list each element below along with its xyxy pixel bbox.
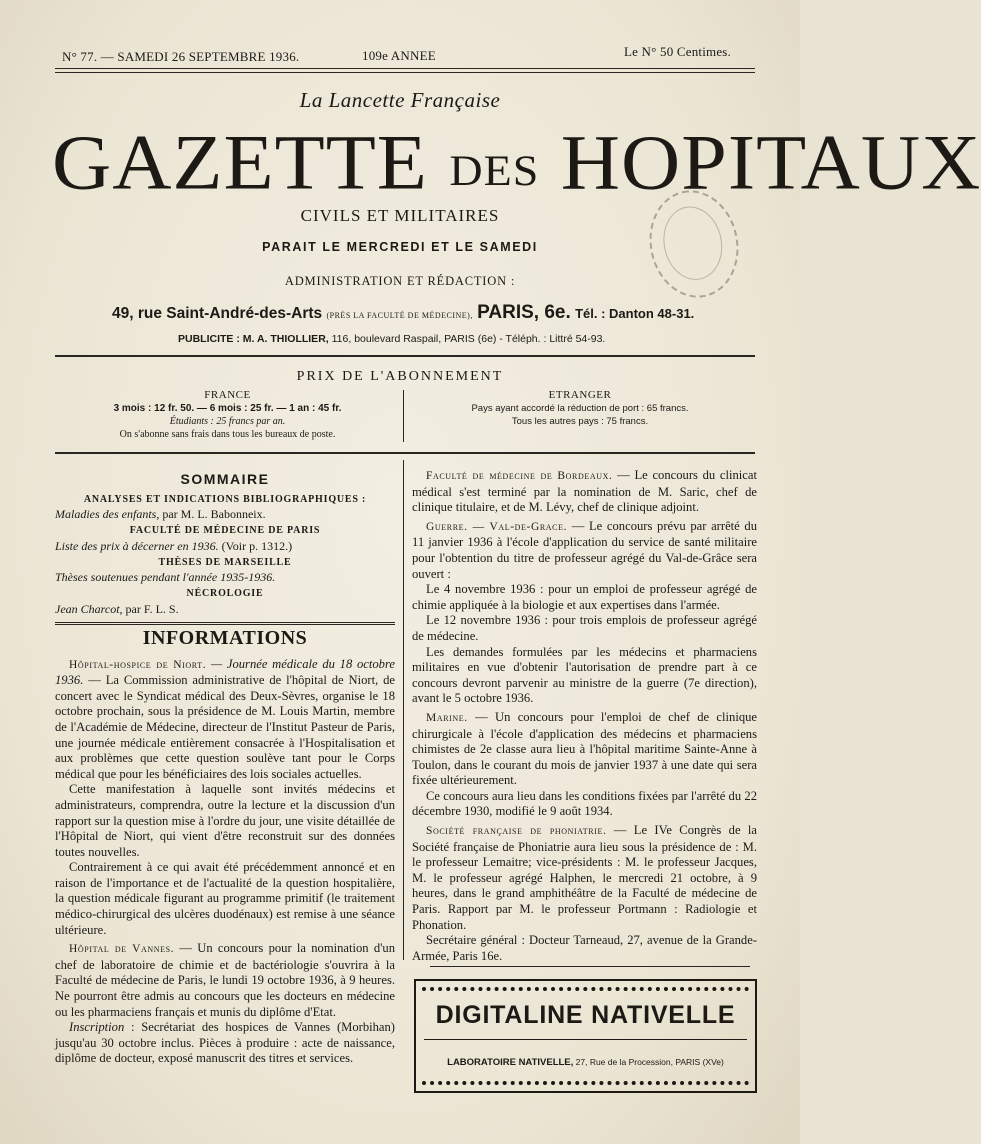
article-paragraph: Inscription : Secrétariat des hospices de Vannes (Morbihan) jusqu'au 30 octobre inclus. Pièces à produire : acte de naissance, diplôme de docteur, exposé manuscrit des titres et services. [55,1020,395,1066]
article-marine: Marine. — Un concours pour l'emploi de chef de clinique chirurgicale à l'école d'application des médecins et pharmaciens chimistes de 2e classe aura lieu à l'hôpital maritime Sainte-Anne à Toulon, dans le courant du mois de janvier 1937 à une date qui sera fixée ultérieurement. [412,709,757,788]
ad-divider [424,1039,747,1040]
article-paragraph: Les demandes formulées par les médecins et pharmaciens militaires en vue d'obtenir l'autorisation de prendre part à ce concours devront parvenir au ministre de la guerre (7e direction), avant le 5 octobre 1936. [412,644,757,706]
subscription-etranger: ETRANGER Pays ayant accordé la réduction de port : 65 francs. Tous les autres pays : 75 francs. [471,389,689,427]
article-paragraph: Le 4 novembre 1936 : pour un emploi de professeur agrégé de chimie appliquée à la biologie et aux expertises dans l'armée. [412,582,757,612]
edition-year: 109e ANNEE [362,48,436,63]
article-paragraph: Le 12 novembre 1936 : pour trois emplois de professeur agrégé de médecine. [412,613,757,643]
administration-label: ADMINISTRATION ET RÉDACTION : [284,274,516,288]
ad-footer: LABORATOIRE NATIVELLE, 27, Rue de la Procession, PARIS (XVe) [447,1057,724,1068]
sommaire-title: SOMMAIRE [180,471,270,487]
ad-separator-rule [430,966,750,967]
article-vannes: Hôpital de Vannes. — Un concours pour la nomination d'un chef de laboratoire de chimie et de bactériologie s'ouvrira à la Faculté de médecine de Paris, le lundi 19 octobre 1936, à 9 heures. Ne pourront être admis au concours que les docteurs en médecine ou les pharmaciens français et munis du diplôme d'Etat. [55,941,395,1019]
article-paragraph: Cette manifestation à laquelle sont invités médecins et administrateurs, comprendra, outre la lecture et la discussion d'un rapport sur la question mise à l'ordre du jour, une visite détaillée de l'Hôpital de Niort, qui vient d'être reconstruit sur des données toutes nouvelles. [55,782,395,859]
article-guerre: Guerre. — Val-de-Grace. — Le concours prévu par arrêté du 11 janvier 1936 à l'école d'application du service de santé militaire pour l'obtention du titre de professeur agrégé du Val-de-Grâce sera ouvert : [412,518,757,581]
right-column [412,468,757,964]
article-niort: Hôpital-hospice de Niort. — Journée médicale du 18 octobre 1936. — La Commission administrative de l'hôpital de Niort, de concert avec le Syndicat médical des Deux-Sèvres, organise le 18 octobre prochain, sous la présidence de M. Louis Martin, membre de l'Académie de Médecine, directeur de l'Institut Pasteur de Paris, une journée médicale entièrement consacrée à l'Hospitalisation et aux problèmes que cette question soulève tant pour le Corps médical que pour les bénéficiaires des lois sociales actuelles. [55,656,395,781]
lancette-subtitle: La Lancette Française [299,88,501,112]
header-rule [55,355,755,357]
sommaire-item: THÈSES DE MARSEILLE Thèses soutenues pendant l'année 1935-1936. [55,556,292,585]
subscription-france: FRANCE 3 mois : 12 fr. 50. — 6 mois : 25 fr. — 1 an : 45 fr. Étudiants : 25 francs par an. On s'abonne sans frais dans tous les bureaux de poste. [113,389,342,440]
article-paragraph: Secrétaire général : Docteur Tarneaud, 27, avenue de la Grande-Armée, Paris 16e. [412,933,757,963]
sommaire-item: NÉCROLOGIE Jean Charcot, par F. L. S. [55,588,264,616]
column-divider [403,460,404,960]
subscription-divider [403,390,404,442]
subscription-rule [55,452,755,454]
issue-number-date: N° 77. — SAMEDI 26 SEPTEMBRE 1936. [62,49,300,64]
informations-heading: INFORMATIONS [142,626,308,649]
left-column [55,472,395,1067]
editorial-address: 49, rue Saint-André-des-Arts (PRÈS LA FACULTÉ DE MÉDECINE), PARIS, 6e. Tél. : Danton 48-31. [112,302,695,323]
article-paragraph: Ce concours aura lieu dans les conditions fixées par l'arrêté du 22 décembre 1930, modifié le 9 août 1934. [412,788,757,819]
sommaire-item: ANALYSES ET INDICATIONS BIBLIOGRAPHIQUES : Maladies des enfants, par M. L. Babonneix. [55,493,367,522]
top-rule-2 [55,72,755,73]
top-rule [55,68,755,69]
advertising-contact: PUBLICITE : M. A. THIOLLIER, 116, boulevard Raspail, PARIS (6e) - Téléph. : Littré 54-93. [178,333,606,345]
article-paragraph: Contrairement à ce qui avait été précédemment annoncé et en raison de l'importance et de l'actualité de la question hospitalière, la question médicale figurant au programme primitif (le traitement médico-chirurgical des ulcères duodénaux) est remise à une séance ultérieure. [55,860,395,937]
issue-price: Le N° 50 Centimes. [624,44,732,59]
sommaire-rule [55,622,395,625]
masthead-subtitle: CIVILS ET MILITAIRES [300,206,500,225]
digitaline-advertisement [414,979,757,1093]
masthead-title: GAZETTE DES HOPITAUX [52,119,981,206]
sommaire-item: FACULTÉ DE MÉDECINE DE PARIS Liste des prix à décerner en 1936. (Voir p. 1312.) [55,525,321,553]
publication-frequency: PARAIT LE MERCREDI ET LE SAMEDI [262,240,538,254]
subscription-title: PRIX DE L'ABONNEMENT [296,369,504,384]
article-bordeaux: Faculté de médecine de Bordeaux. — Le concours du clinicat médical s'est terminé par la nomination de M. Saric, chef de clinique titulaire, et de M. Lévy, chef de clinique adjoint. [412,468,757,515]
article-phoniatrie: Société française de phoniatrie. — Le IVe Congrès de la Société française de Phoniatrie aura lieu sous la présidence de : M. le professeur Lemaitre; vice-présidents : M. le professeur Jacques, M. le professeur agrégé Halphen, le mercredi 21 octobre, à 9 heures, dans le grand amphithéâtre de la Faculté de médecine de Paris. Rapport par M. le professeur Portmann : Radiologie et Phonation. [412,823,757,932]
ad-title: DIGITALINE NATIVELLE [435,1001,736,1029]
